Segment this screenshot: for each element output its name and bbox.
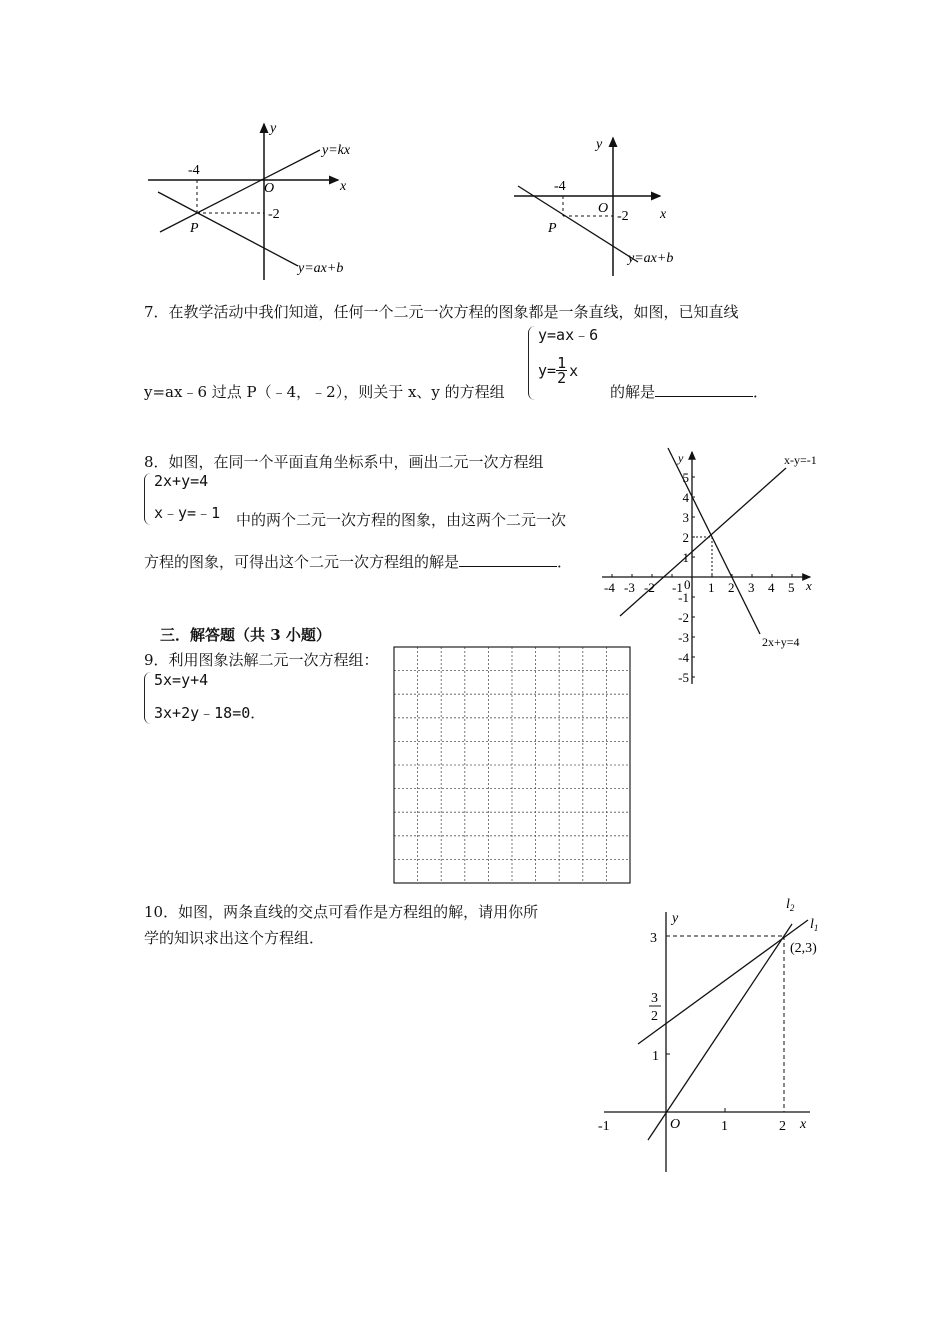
q8-line3-text: 方程的图象，可得出这个二元一次方程组的解是	[144, 553, 460, 571]
y-tick-1-label: 1	[652, 1049, 659, 1064]
l1-label	[810, 917, 818, 933]
l1-subscript: 1	[813, 923, 819, 933]
y-tick-label: -2	[678, 610, 689, 625]
x-tick-label: -1	[672, 580, 683, 595]
y-axis-label: y	[678, 451, 684, 465]
l2-subscript: 2	[789, 903, 795, 913]
q9-line1: 9．利用图象法解二元一次方程组：	[144, 651, 379, 669]
y-tick-3-label: 3	[650, 931, 657, 946]
q7-system-brace	[528, 326, 535, 400]
q10-line1: 10．如图，两条直线的交点可看作是方程组的解，请用你所	[144, 903, 539, 921]
y-tick-label: -2	[268, 207, 280, 222]
x-tick-label: -1	[598, 1119, 610, 1134]
q8-end-period: ．	[557, 553, 573, 571]
y-tick-label: -5	[678, 670, 689, 685]
x-tick-label: 3	[748, 580, 755, 595]
y-axis-label: y	[672, 911, 679, 926]
line2-label: y=ax+b	[298, 261, 344, 276]
y-tick-label: -3	[678, 630, 689, 645]
figure-q10-graph	[596, 894, 826, 1176]
q7-eq2-suffix: x	[569, 361, 579, 380]
figure-q8-graph	[598, 444, 838, 688]
q9-system-brace	[144, 672, 151, 724]
q7-eq2	[538, 356, 578, 385]
y-tick-label: 1	[682, 550, 689, 565]
line-y-kx	[160, 150, 320, 232]
point-p-label: P	[190, 221, 199, 236]
y-tick-label: 4	[682, 490, 689, 505]
x-tick-label: 1	[721, 1119, 728, 1134]
x-axis-label: x	[800, 1117, 807, 1132]
x-axis-label: x	[806, 578, 812, 593]
x-tick-label: 4	[768, 580, 775, 595]
x-axis-label: x	[660, 207, 667, 222]
y-axis-label: y	[596, 137, 603, 152]
q7-line2-prefix: y=ax﹣6 过点 P（﹣4，﹣2），则关于 x、y 的方程组	[144, 383, 505, 401]
origin-label: O	[598, 201, 609, 216]
x-tick-labels	[604, 580, 795, 595]
x-tick-label: -4	[604, 580, 615, 595]
q8-line3	[144, 552, 572, 572]
q7-line1: 7．在教学活动中我们知道，任何一个二元一次方程的图象都是一条直线，如图，已知直线	[144, 303, 739, 321]
y-axis-label: y	[270, 121, 277, 136]
q7-eq2-numerator: 1	[557, 354, 567, 372]
y-tick-label: 2	[682, 530, 689, 545]
q7-line2-suffix	[610, 382, 768, 402]
x-tick-label: -4	[188, 163, 200, 178]
section3-title: 三．解答题（共 3 小题）	[160, 626, 331, 644]
x-tick-label: 2	[779, 1119, 786, 1134]
q8-eq1: 2x+y=4	[154, 472, 209, 490]
figure-top-left-graph	[140, 110, 380, 290]
y-tick-fraction-numerator: 3	[651, 991, 658, 1006]
x-tick-label: -3	[624, 580, 635, 595]
y-tick-label: 5	[682, 470, 689, 485]
origin-label: O	[670, 1117, 681, 1132]
line-label: y=ax+b	[628, 251, 674, 266]
line1-label: y=kx	[322, 143, 351, 158]
line-y-ax-b	[158, 192, 298, 266]
x-tick-label: 1	[708, 580, 715, 595]
q7-solution-label: 的解是	[610, 383, 656, 401]
y-tick-label: -2	[617, 209, 629, 224]
l2-letter: l	[786, 897, 790, 912]
l1-letter: l	[810, 917, 814, 932]
q8-line2-suffix: 中的两个二元一次方程的图象，由这两个二元一次	[236, 511, 567, 529]
line1-label: x-y=-1	[784, 453, 817, 467]
q9-eq1: 5x=y+4	[154, 671, 209, 689]
q9-end-period: ．	[250, 704, 266, 722]
line2-label: 2x+y=4	[762, 635, 800, 649]
x-tick-label: -2	[644, 580, 655, 595]
q8-eq2: x﹣y=﹣1	[154, 504, 221, 522]
y-tick-label: -4	[678, 650, 689, 665]
q7-end-period: ．	[753, 383, 769, 401]
q8-line1: 8．如图，在同一个平面直角坐标系中，画出二元一次方程组	[144, 453, 544, 471]
q10-line2: 学的知识求出这个方程组．	[144, 929, 325, 947]
x-axis-label: x	[340, 179, 347, 194]
y-tick-fraction-denominator: 2	[651, 1009, 658, 1024]
intersection-point-label: (2,3)	[790, 941, 817, 956]
x-tick-label: 5	[788, 580, 795, 595]
line-l2	[648, 924, 792, 1140]
origin-label: O	[264, 181, 275, 196]
q9-eq2-text: 3x+2y﹣18=0	[154, 704, 251, 722]
grid-lines	[394, 647, 630, 883]
y-tick-label: -1	[678, 590, 689, 605]
q9-graph-grid	[393, 645, 631, 885]
q8-answer-blank[interactable]	[459, 552, 557, 567]
q7-answer-blank[interactable]	[655, 382, 753, 397]
x-tick-label: 2	[728, 580, 735, 595]
point-p-label: P	[548, 221, 557, 236]
q7-eq2-prefix: y=	[538, 361, 557, 380]
l2-label	[786, 897, 795, 913]
q7-eq1: y=ax﹣6	[538, 326, 599, 344]
q8-system-brace	[144, 473, 151, 525]
q7-eq2-denominator: 2	[557, 369, 567, 387]
y-tick-label: 3	[682, 510, 689, 525]
x-tick-label: -4	[554, 179, 566, 194]
q9-eq2	[154, 702, 265, 723]
line-y-ax-b	[518, 186, 638, 262]
origin-label: 0	[684, 577, 691, 592]
figure-top-right-graph	[510, 130, 700, 280]
